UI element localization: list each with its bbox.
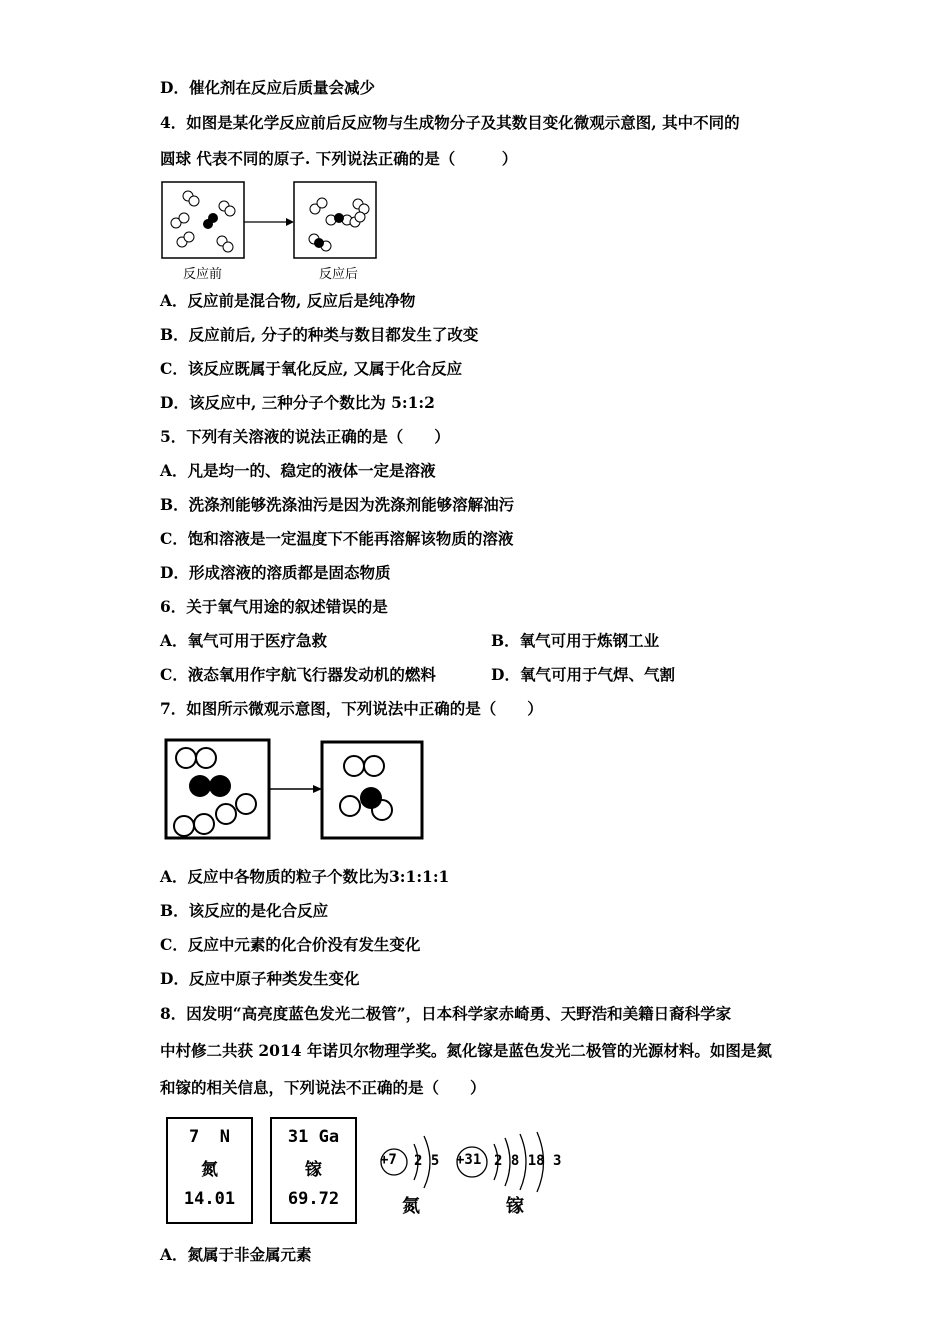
q6-option-a: A．氧气可用于医疗急救 — [160, 631, 328, 650]
nitrogen-atom-label: 氮 — [402, 1196, 420, 1217]
q5-stem: 5．下列有关溶液的说法正确的是（ ） — [160, 427, 450, 446]
q7-option-c: C．反应中元素的化合价没有发生变化 — [160, 935, 421, 954]
gallium-atom-label: 镓 — [506, 1196, 524, 1217]
q4-option-a: A．反应前是混合物, 反应后是纯净物 — [160, 291, 416, 310]
gallium-nucleus: +31 — [456, 1152, 482, 1168]
gallium-element-card — [270, 1117, 357, 1224]
gallium-name: 镓 — [305, 1160, 322, 1180]
q8-stem-line1: 8．因发明“高亮度蓝色发光二极管”，日本科学家赤崎勇、天野浩和美籍日裔科学家 — [160, 1004, 732, 1023]
gallium-atomic-number: 31 — [287, 1127, 309, 1147]
q8-stem-line2: 中村修二共获 2014 年诺贝尔物理学奖。氮化镓是蓝色发光二极管的光源材料。如图是氮 — [160, 1041, 772, 1060]
q6-stem: 6．关于氧气用途的叙述错误的是 — [160, 597, 388, 616]
q5-option-d: D．形成溶液的溶质都是固态物质 — [160, 563, 391, 582]
q3-option-d: D．催化剂在反应后质量会减少 — [160, 78, 375, 97]
q8-option-a: A．氮属于非金属元素 — [160, 1245, 312, 1264]
q8-stem-line3: 和镓的相关信息，下列说法不正确的是（ ） — [160, 1078, 486, 1097]
q6-option-c: C．液态氧用作宇航飞行器发动机的燃料 — [160, 665, 436, 684]
nitrogen-name: 氮 — [201, 1160, 218, 1180]
nitrogen-electron-shells: 2 5 — [414, 1153, 440, 1169]
q7-reaction-diagram — [164, 738, 430, 842]
nitrogen-atomic-number: 7 — [189, 1127, 200, 1147]
q5-option-b: B．洗涤剂能够洗涤油污是因为洗涤剂能够溶解油污 — [160, 495, 515, 514]
gallium-atomic-mass: 69.72 — [287, 1189, 340, 1209]
q6-option-d: D．氧气可用于气焊、气割 — [491, 665, 675, 684]
q4-stem-line1: 4．如图是某化学反应前后反应物与生成物分子及其数目变化微观示意图, 其中不同的 — [160, 113, 740, 132]
q4-stem-line2: 圆球 代表不同的原子. 下列说法正确的是（ ） — [160, 149, 518, 168]
q7-option-a: A．反应中各物质的粒子个数比为3:1:1:1 — [160, 867, 450, 886]
q6-option-b: B．氧气可用于炼钢工业 — [491, 631, 660, 650]
q4-reaction-diagram — [160, 180, 385, 262]
gallium-symbol: Ga — [318, 1127, 340, 1147]
q4-after-caption: 反应后 — [319, 267, 359, 282]
q4-option-c: C．该反应既属于氧化反应, 又属于化合反应 — [160, 359, 463, 378]
gallium-electron-shells: 2 8 18 3 — [494, 1153, 562, 1169]
nitrogen-symbol: N — [219, 1127, 230, 1147]
q4-option-b: B．反应前后, 分子的种类与数目都发生了改变 — [160, 325, 479, 344]
q4-before-caption: 反应前 — [183, 267, 223, 282]
q7-stem: 7．如图所示微观示意图，下列说法中正确的是（ ） — [160, 699, 543, 718]
nitrogen-nucleus: +7 — [380, 1152, 397, 1168]
nitrogen-element-card — [166, 1117, 253, 1224]
nitrogen-atomic-mass: 14.01 — [183, 1189, 236, 1209]
q7-option-d: D．反应中原子种类发生变化 — [160, 969, 360, 988]
q5-option-c: C．饱和溶液是一定温度下不能再溶解该物质的溶液 — [160, 529, 514, 548]
q5-option-a: A．凡是均一的、稳定的液体一定是溶液 — [160, 461, 436, 480]
q4-option-d: D．该反应中, 三种分子个数比为 5:1:2 — [160, 393, 435, 412]
q7-option-b: B．该反应的是化合反应 — [160, 901, 329, 920]
